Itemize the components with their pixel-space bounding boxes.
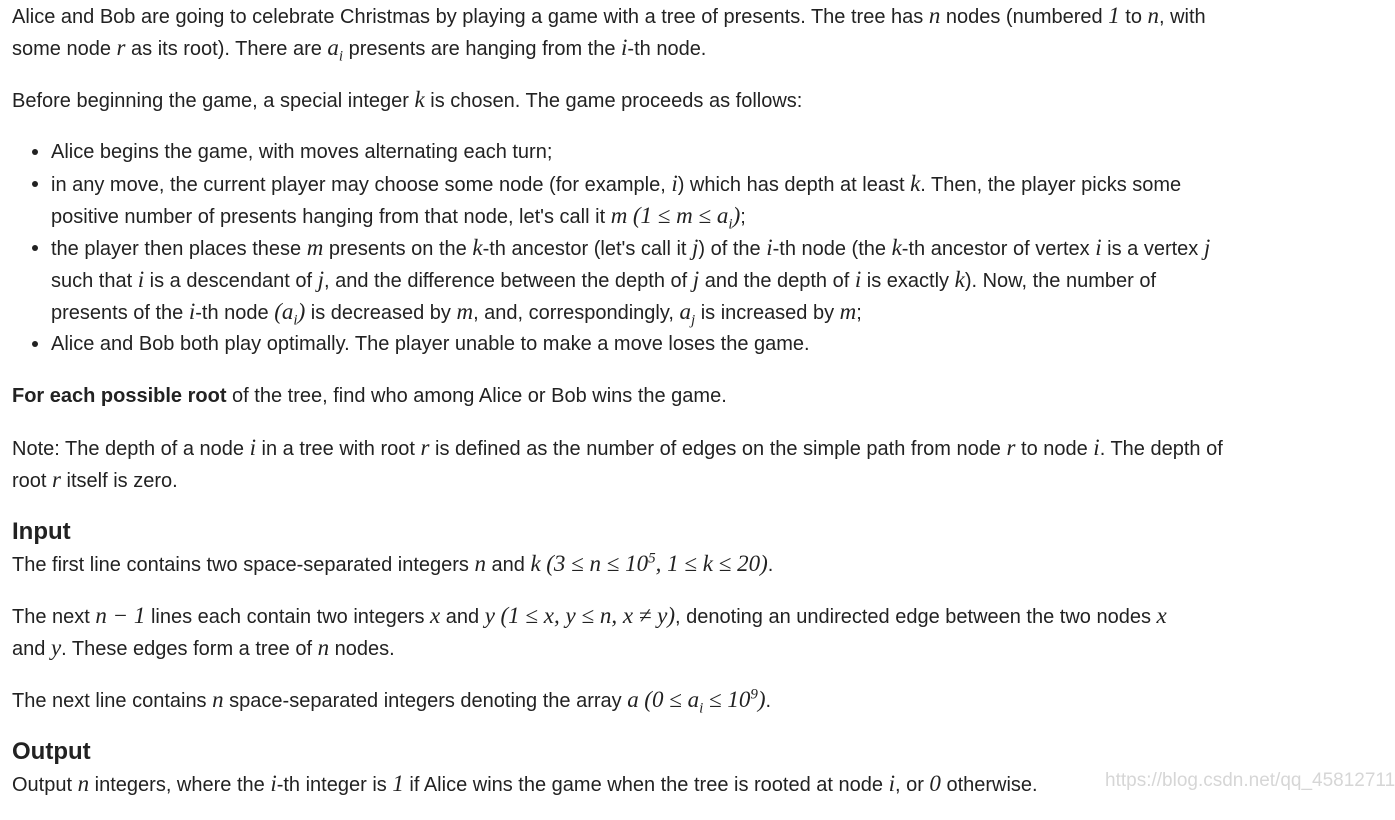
text-run: Alice and Bob both play optimally. The player unable to make a move loses the game. — [51, 333, 810, 355]
math-text: m — [456, 299, 474, 324]
text-run: Alice and Bob are going to celebrate Christmas by playing a game with a tree of presents. The tree has — [12, 6, 929, 28]
text-line — [12, 632, 1357, 664]
math-expression — [1108, 3, 1120, 28]
math-expression — [78, 771, 90, 796]
text-run: space-separated integers denoting the array — [223, 690, 628, 712]
math-expression — [546, 551, 768, 576]
text-line — [12, 380, 1357, 412]
math-expression — [530, 551, 540, 576]
text-run: ). Now, the number of — [964, 270, 1157, 292]
math-text: ) — [757, 687, 766, 712]
math-text: y — [50, 635, 62, 660]
text-run: . These edges form a tree of — [61, 638, 318, 660]
text-run: of the tree, find who among Alice or Bob wins the game. — [226, 385, 727, 407]
paragraph — [12, 0, 1357, 64]
math-text: n — [317, 635, 330, 660]
math-text: a — [627, 687, 639, 712]
text-line — [51, 328, 1357, 360]
math-text: r — [1006, 435, 1016, 460]
math-text: i — [1093, 435, 1100, 460]
math-expression — [52, 467, 61, 492]
text-line — [51, 136, 1357, 168]
text-run: -th ancestor (let's call it — [482, 238, 693, 260]
math-text: ) — [732, 203, 741, 228]
math-text: x — [1156, 603, 1167, 628]
text-run: presents of the — [51, 302, 189, 324]
text-run: -th node. — [627, 38, 707, 60]
text-run: , with — [1159, 6, 1206, 28]
math-text: i — [671, 171, 678, 196]
math-superscript: 5 — [648, 550, 656, 567]
text-run: and — [12, 638, 51, 660]
math-expression — [485, 603, 495, 628]
text-run: Output — [12, 774, 78, 796]
text-run: ) which has depth at least — [677, 174, 911, 196]
math-subscript: i — [699, 700, 704, 717]
math-text: k — [414, 87, 425, 112]
text-line — [51, 168, 1357, 200]
math-expression — [644, 686, 766, 717]
math-text: n — [1147, 3, 1159, 28]
list-item — [12, 136, 1357, 168]
math-text: , 1 ≤ k ≤ 20) — [655, 551, 768, 576]
watermark: https://blog.csdn.net/qq_45812711 — [1105, 770, 1395, 791]
text-run: and — [440, 606, 485, 628]
text-run: , or — [894, 774, 930, 796]
text-line — [12, 84, 1357, 116]
text-run: Alice begins the game, with moves alternating each turn; — [51, 141, 553, 163]
text-run: is increased by — [695, 302, 840, 324]
math-text: k — [530, 551, 541, 576]
math-text: i — [1095, 235, 1102, 260]
math-text: k — [472, 235, 483, 260]
text-run: root — [12, 470, 53, 492]
text-run: to — [1119, 6, 1148, 28]
text-run: , and the difference between the depth of — [323, 270, 693, 292]
paragraph — [12, 380, 1357, 412]
list-item — [12, 232, 1357, 328]
math-subscript: i — [293, 312, 298, 329]
text-run: nodes. — [329, 638, 395, 660]
math-expression — [274, 299, 306, 329]
section-heading-input: Input — [12, 518, 71, 545]
text-line — [12, 548, 1357, 580]
math-text: ) — [297, 299, 306, 324]
text-run: is a vertex — [1101, 238, 1204, 260]
text-run: to node — [1015, 438, 1094, 460]
text-run: is chosen. The game proceeds as follows: — [424, 90, 803, 112]
paragraph — [12, 600, 1357, 664]
text-run: is decreased by — [305, 302, 457, 324]
text-run: Note: The depth of a node — [12, 438, 250, 460]
text-run: such that — [51, 270, 138, 292]
math-text: r — [420, 435, 430, 460]
math-subscript: i — [728, 216, 733, 233]
math-expression — [501, 603, 676, 628]
math-text: 0 — [929, 771, 941, 796]
text-line — [12, 32, 1357, 64]
text-run: presents on the — [323, 238, 473, 260]
math-expression — [910, 171, 920, 196]
math-expression — [456, 299, 473, 324]
math-expression — [611, 203, 628, 228]
math-text: r — [52, 467, 61, 492]
math-expression — [1157, 603, 1167, 628]
math-text: a — [679, 299, 691, 324]
math-text: i — [888, 771, 895, 796]
text-run: the player then places these — [51, 238, 307, 260]
math-text: (0 ≤ a — [644, 687, 700, 712]
math-expression — [1204, 235, 1210, 260]
math-expression — [95, 603, 145, 628]
math-text: n — [77, 771, 90, 796]
math-text: y — [484, 603, 495, 628]
text-run: in a tree with root — [255, 438, 421, 460]
text-run: and the depth of — [699, 270, 855, 292]
text-run: The next line contains — [12, 690, 213, 712]
math-text: i — [137, 267, 145, 292]
math-text: j — [692, 267, 700, 292]
math-text: i — [249, 435, 256, 460]
math-text: m — [839, 299, 857, 324]
math-expression — [955, 267, 965, 292]
text-run: presents are hanging from the — [343, 38, 622, 60]
text-line — [12, 600, 1357, 632]
math-superscript: 9 — [750, 686, 758, 703]
text-run: ) of the — [698, 238, 767, 260]
math-text: j — [317, 267, 324, 292]
math-text: i — [854, 267, 862, 292]
text-run: is a descendant of — [144, 270, 318, 292]
text-run: lines each contain two integers — [145, 606, 431, 628]
math-subscript: i — [338, 48, 344, 65]
text-run: as its root). There are — [125, 38, 328, 60]
math-expression — [679, 299, 696, 329]
text-run: , denoting an undirected edge between the two nodes — [675, 606, 1157, 628]
problem-statement — [12, 0, 1357, 820]
text-run: nodes (numbered — [940, 6, 1109, 28]
math-text: x — [430, 603, 441, 628]
text-run: is exactly — [861, 270, 955, 292]
math-text: i — [270, 771, 277, 796]
text-run: in any move, the current player may choose some node (for example, — [51, 174, 672, 196]
math-text: ≤ 10 — [703, 687, 751, 712]
math-expression — [627, 687, 639, 712]
text-line — [12, 432, 1357, 464]
math-expression — [840, 299, 857, 324]
math-text: m — [306, 235, 324, 260]
list-item — [12, 168, 1357, 232]
text-run: The first line contains two space-separated integers — [12, 554, 475, 576]
text-line — [51, 296, 1357, 328]
text-run: itself is zero. — [60, 470, 178, 492]
bold-text: For each possible root — [12, 385, 227, 407]
list-item — [12, 328, 1357, 360]
text-run: The next — [12, 606, 96, 628]
text-run: some node — [12, 38, 117, 60]
text-run: ; — [856, 302, 862, 324]
text-line — [51, 264, 1357, 296]
math-text: k — [891, 235, 902, 260]
text-run: . Then, the player picks some — [920, 174, 1182, 196]
text-run: -th ancestor of vertex — [901, 238, 1096, 260]
math-text: n — [474, 551, 486, 576]
math-text: i — [621, 35, 628, 60]
math-text: 1 — [392, 771, 404, 796]
text-line — [12, 0, 1357, 32]
math-expression — [929, 3, 941, 28]
text-run: otherwise. — [940, 774, 1038, 796]
math-text: n − 1 — [95, 603, 146, 628]
paragraph — [12, 432, 1357, 496]
text-run: , and, correspondingly, — [473, 302, 680, 324]
math-text: 1 — [1108, 3, 1120, 28]
text-run: -th integer is — [276, 774, 393, 796]
text-run: Before beginning the game, a special integer — [12, 90, 415, 112]
rules-list — [12, 136, 1357, 360]
text-run: . The depth of — [1099, 438, 1223, 460]
math-text: m — [610, 203, 628, 228]
math-expression — [318, 635, 330, 660]
math-text: (1 ≤ m ≤ a — [632, 203, 729, 228]
math-text: (a — [274, 299, 294, 324]
text-run: . — [767, 554, 774, 576]
text-line — [12, 464, 1357, 496]
math-expression — [212, 687, 224, 712]
math-text: n — [928, 3, 941, 28]
math-expression — [472, 235, 482, 260]
text-run: and — [485, 554, 531, 576]
paragraph — [12, 684, 1357, 716]
math-text: j — [692, 235, 699, 260]
text-line — [51, 232, 1357, 264]
math-expression — [430, 603, 440, 628]
text-run: positive number of presents hanging from that node, let's call it — [51, 206, 611, 228]
math-expression — [892, 235, 902, 260]
math-text: i — [188, 299, 196, 324]
math-expression — [307, 235, 324, 260]
text-run: if Alice wins the game when the tree is rooted at node — [403, 774, 889, 796]
math-expression — [415, 87, 425, 112]
text-line — [51, 200, 1357, 232]
math-subscript: j — [690, 312, 696, 329]
section-heading-output: Output — [12, 738, 91, 765]
math-text: n — [212, 687, 224, 712]
math-expression — [392, 771, 404, 796]
text-run: integers, where the — [89, 774, 271, 796]
math-text: k — [954, 267, 965, 292]
text-run: -th node — [195, 302, 275, 324]
math-expression — [51, 635, 61, 660]
text-run: -th node (the — [772, 238, 892, 260]
text-run: . — [765, 690, 772, 712]
math-expression — [327, 35, 344, 65]
math-expression — [929, 771, 941, 796]
text-run: ; — [740, 206, 746, 228]
paragraph — [12, 548, 1357, 580]
text-run: is defined as the number of edges on the simple path from node — [429, 438, 1007, 460]
paragraph — [12, 84, 1357, 116]
math-expression — [632, 203, 741, 233]
math-text: a — [327, 35, 339, 60]
math-text: r — [116, 35, 126, 60]
math-text: k — [910, 171, 921, 196]
math-text: (3 ≤ n ≤ 10 — [546, 551, 649, 576]
math-expression — [474, 551, 486, 576]
math-text: j — [1203, 235, 1211, 260]
math-text: i — [766, 235, 773, 260]
text-line — [12, 684, 1357, 716]
math-text: (1 ≤ x, y ≤ n, x ≠ y) — [500, 603, 676, 628]
math-expression — [1148, 3, 1160, 28]
